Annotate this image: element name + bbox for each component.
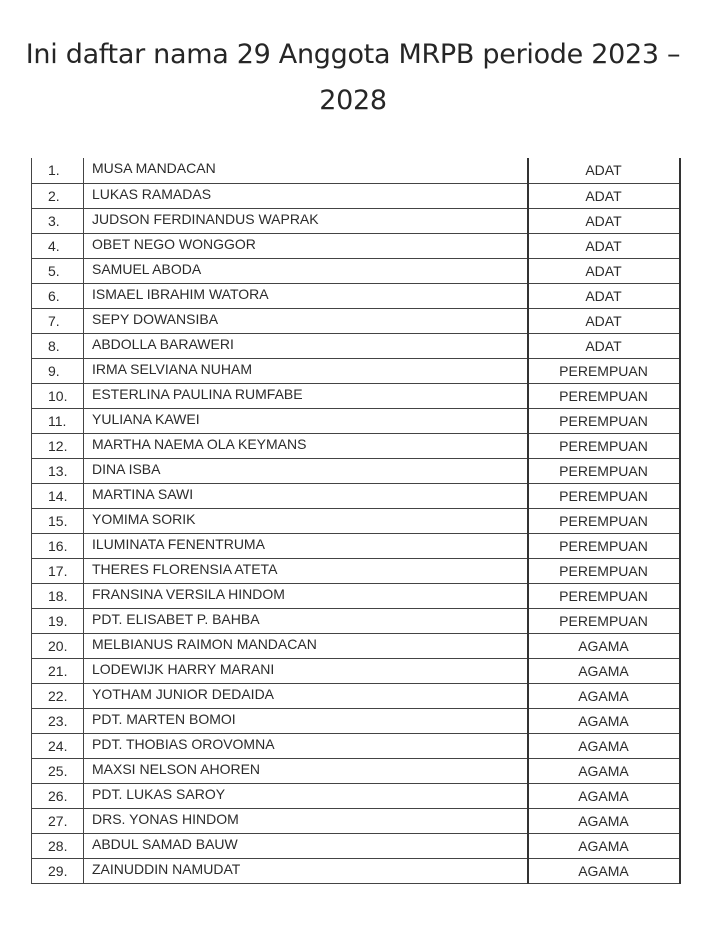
member-category: PEREMPUAN <box>528 558 680 583</box>
member-category: ADAT <box>528 308 680 333</box>
row-number: 22. <box>32 683 84 708</box>
member-category: AGAMA <box>528 658 680 683</box>
table-row <box>32 608 680 633</box>
table-row <box>32 783 680 808</box>
member-name: PDT. LUKAS SAROY <box>84 783 528 808</box>
row-number: 3. <box>32 208 84 233</box>
member-category: PEREMPUAN <box>528 358 680 383</box>
member-category: PEREMPUAN <box>528 458 680 483</box>
member-name: FRANSINA VERSILA HINDOM <box>84 583 528 608</box>
member-name: SEPY DOWANSIBA <box>84 308 528 333</box>
table-row <box>32 683 680 708</box>
row-number: 5. <box>32 258 84 283</box>
member-category: ADAT <box>528 283 680 308</box>
row-number: 15. <box>32 508 84 533</box>
table-row <box>32 508 680 533</box>
member-name: THERES FLORENSIA ATETA <box>84 558 528 583</box>
member-name: DRS. YONAS HINDOM <box>84 808 528 833</box>
member-name: MAXSI NELSON AHOREN <box>84 758 528 783</box>
table-row <box>32 583 680 608</box>
member-name: PDT. MARTEN BOMOI <box>84 708 528 733</box>
table-row <box>32 383 680 408</box>
table-row <box>32 733 680 758</box>
member-category: PEREMPUAN <box>528 508 680 533</box>
table-row <box>32 533 680 558</box>
table-row <box>32 483 680 508</box>
row-number: 25. <box>32 758 84 783</box>
member-name: ZAINUDDIN NAMUDAT <box>84 858 528 883</box>
member-category: PEREMPUAN <box>528 608 680 633</box>
member-category: ADAT <box>528 258 680 283</box>
row-number: 26. <box>32 783 84 808</box>
member-name: LUKAS RAMADAS <box>84 183 528 208</box>
row-number: 29. <box>32 858 84 883</box>
row-number: 4. <box>32 233 84 258</box>
member-category: PEREMPUAN <box>528 433 680 458</box>
row-number: 13. <box>32 458 84 483</box>
row-number: 10. <box>32 383 84 408</box>
member-name: PDT. THOBIAS OROVOMNA <box>84 733 528 758</box>
row-number: 27. <box>32 808 84 833</box>
page-title: Ini daftar nama 29 Anggota MRPB periode 2023 – 2028 <box>25 39 681 116</box>
member-category: AGAMA <box>528 833 680 858</box>
member-name: ISMAEL IBRAHIM WATORA <box>84 283 528 308</box>
row-number: 16. <box>32 533 84 558</box>
member-category: PEREMPUAN <box>528 483 680 508</box>
member-name: ABDUL SAMAD BAUW <box>84 833 528 858</box>
table-row <box>32 808 680 833</box>
member-category: ADAT <box>528 333 680 358</box>
member-name: JUDSON FERDINANDUS WAPRAK <box>84 208 528 233</box>
row-number: 14. <box>32 483 84 508</box>
member-name: OBET NEGO WONGGOR <box>84 233 528 258</box>
member-name: YOMIMA SORIK <box>84 508 528 533</box>
row-number: 20. <box>32 633 84 658</box>
member-category: AGAMA <box>528 858 680 883</box>
member-name: SAMUEL ABODA <box>84 258 528 283</box>
member-name: LODEWIJK HARRY MARANI <box>84 658 528 683</box>
row-number: 12. <box>32 433 84 458</box>
row-number: 28. <box>32 833 84 858</box>
row-number: 18. <box>32 583 84 608</box>
member-name: ILUMINATA FENENTRUMA <box>84 533 528 558</box>
table-row <box>32 633 680 658</box>
row-number: 19. <box>32 608 84 633</box>
member-name: DINA ISBA <box>84 458 528 483</box>
table-row <box>32 458 680 483</box>
member-category: AGAMA <box>528 783 680 808</box>
member-name: MUSA MANDACAN <box>84 158 528 183</box>
member-category: PEREMPUAN <box>528 583 680 608</box>
table-row <box>32 833 680 858</box>
member-category: ADAT <box>528 208 680 233</box>
member-category: AGAMA <box>528 683 680 708</box>
member-name: YOTHAM JUNIOR DEDAIDA <box>84 683 528 708</box>
members-table-body <box>32 158 680 883</box>
table-row <box>32 158 680 183</box>
member-category: ADAT <box>528 233 680 258</box>
row-number: 7. <box>32 308 84 333</box>
row-number: 21. <box>32 658 84 683</box>
member-category: AGAMA <box>528 808 680 833</box>
row-number: 2. <box>32 183 84 208</box>
member-name: IRMA SELVIANA NUHAM <box>84 358 528 383</box>
table-row <box>32 408 680 433</box>
row-number: 6. <box>32 283 84 308</box>
table-row <box>32 283 680 308</box>
table-row <box>32 708 680 733</box>
table-row <box>32 358 680 383</box>
table-row <box>32 858 680 883</box>
table-row <box>32 758 680 783</box>
row-number: 11. <box>32 408 84 433</box>
table-row <box>32 558 680 583</box>
member-name: YULIANA KAWEI <box>84 408 528 433</box>
table-row <box>32 433 680 458</box>
table-row <box>32 183 680 208</box>
table-row <box>32 208 680 233</box>
table-row <box>32 233 680 258</box>
member-category: PEREMPUAN <box>528 383 680 408</box>
table-row <box>32 658 680 683</box>
member-name: MARTINA SAWI <box>84 483 528 508</box>
member-name: PDT. ELISABET P. BAHBA <box>84 608 528 633</box>
row-number: 23. <box>32 708 84 733</box>
member-name: ESTERLINA PAULINA RUMFABE <box>84 383 528 408</box>
member-category: PEREMPUAN <box>528 533 680 558</box>
member-category: AGAMA <box>528 733 680 758</box>
row-number: 1. <box>32 158 84 183</box>
row-number: 17. <box>32 558 84 583</box>
members-table <box>31 158 681 884</box>
member-category: ADAT <box>528 158 680 183</box>
member-category: ADAT <box>528 183 680 208</box>
member-name: ABDOLLA BARAWERI <box>84 333 528 358</box>
table-row <box>32 333 680 358</box>
member-category: PEREMPUAN <box>528 408 680 433</box>
table-row <box>32 258 680 283</box>
member-name: MELBIANUS RAIMON MANDACAN <box>84 633 528 658</box>
member-category: AGAMA <box>528 708 680 733</box>
member-category: AGAMA <box>528 758 680 783</box>
table-row <box>32 308 680 333</box>
row-number: 8. <box>32 333 84 358</box>
row-number: 9. <box>32 358 84 383</box>
member-name: MARTHA NAEMA OLA KEYMANS <box>84 433 528 458</box>
member-category: AGAMA <box>528 633 680 658</box>
row-number: 24. <box>32 733 84 758</box>
